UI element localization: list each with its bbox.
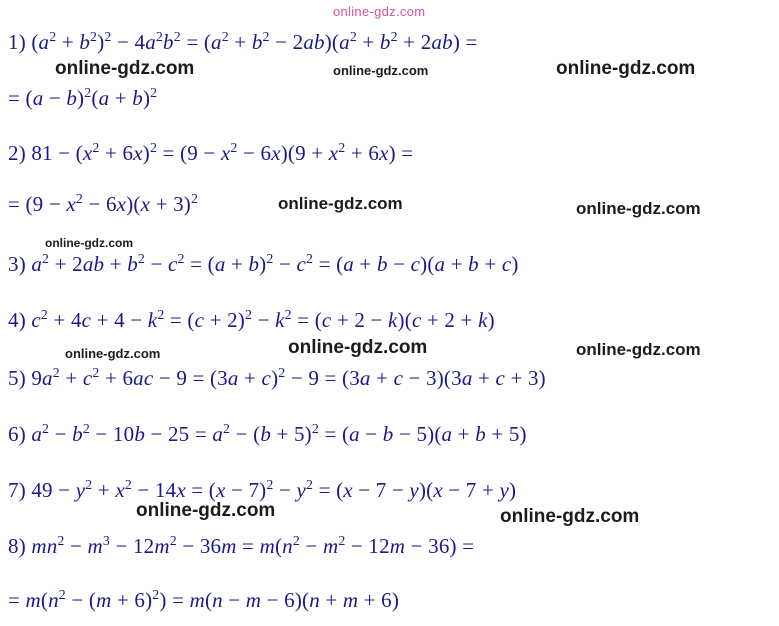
watermark: online-gdz.com [576,199,701,218]
line-6: 6) $a^2 - b^2 - 10b - 25 = a^2 - (b + 5)^2 = (a - b - 5)(a + b + 5)$ [8,421,527,446]
line-4: 4) $c^2 + 4c + 4 - k^2 = (c + 2)^2 - k^2 = (c + 2 - k)(c + 2 + k)$ [8,307,495,332]
watermark: online-gdz.com [288,337,428,358]
watermark: online-gdz.com [45,236,133,250]
line-8a: 8) $mn^2 - m^3 - 12m^2 - 36m = m(n^2 - m^2 - 12m - 36)$ = [8,533,475,558]
watermark-top: online-gdz.com [333,4,426,19]
line-8b: = $m(n^2 - (m + 6)^2) = m(n - m - 6)(n + m + 6)$ [8,587,400,612]
line-1b: = $(a - b)^2(a + b)^2$ [8,85,158,110]
line-5: 5) $9a^2 + c^2 + 6ac - 9 = (3a + c)^2 - 9 = (3a + c - 3)(3a + c + 3)$ [8,365,546,390]
watermark: online-gdz.com [333,63,429,78]
line-2b: = $(9 - x^2 - 6x)(x + 3)^2$ [8,191,199,216]
watermark: online-gdz.com [556,58,696,79]
watermark: online-gdz.com [278,194,403,213]
watermark: online-gdz.com [500,506,640,527]
line-3: 3) $a^2 + 2ab + b^2 - c^2 = (a + b)^2 - c^2 = (a + b - c)(a + b + c)$ [8,251,519,276]
watermark: online-gdz.com [65,346,161,361]
line-1a: 1) $(a^2 + b^2)^2 - 4a^2b^2 = (a^2 + b^2 - 2ab)(a^2 + b^2 + 2ab)$ = [8,29,478,54]
watermark: online-gdz.com [576,340,701,359]
line-7: 7) $49 - y^2 + x^2 - 14x = (x - 7)^2 - y^2 = (x - 7 - y)(x - 7 + y)$ [8,477,517,502]
watermark: online-gdz.com [136,500,276,521]
line-2a: 2) $81 - (x^2 + 6x)^2 = (9 - x^2 - 6x)(9 + x^2 + 6x)$ = [8,140,414,165]
watermark: online-gdz.com [55,58,195,79]
